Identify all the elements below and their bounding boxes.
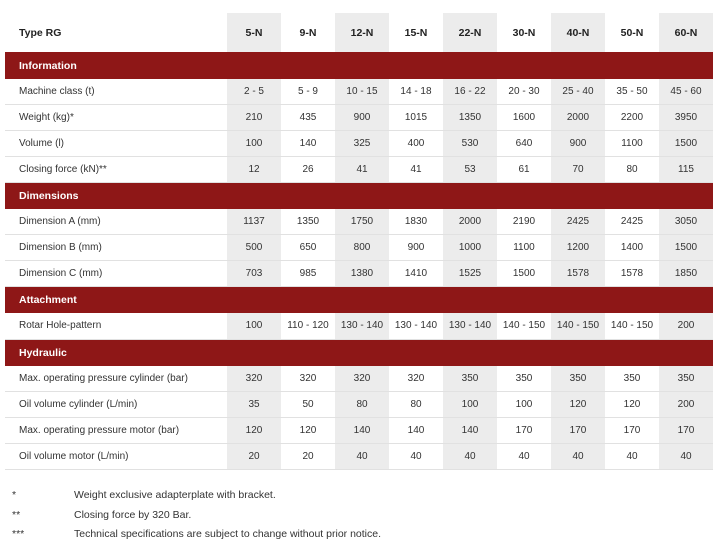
table-cell: 80: [335, 392, 389, 418]
table-cell: 2425: [605, 209, 659, 235]
table-cell: 1380: [335, 261, 389, 287]
row-label: Oil volume cylinder (L/min): [5, 392, 227, 418]
spec-table: [5, 13, 713, 470]
table-cell: 130 - 140: [443, 313, 497, 339]
table-cell: 500: [227, 235, 281, 261]
table-cell: 20: [281, 443, 335, 469]
table-cell: 120: [551, 392, 605, 418]
table-cell: 435: [281, 105, 335, 131]
section-title: Hydraulic: [5, 339, 713, 366]
section-header-row: [5, 52, 713, 79]
table-cell: 80: [605, 156, 659, 182]
table-cell: 140: [281, 131, 335, 157]
section-title: Attachment: [5, 286, 713, 313]
table-cell: 170: [605, 418, 659, 444]
table-cell: 1525: [443, 261, 497, 287]
table-cell: 650: [281, 235, 335, 261]
spec-table-body: [5, 13, 713, 469]
footnote-text: Technical specifications are subject to change without prior notice.: [74, 528, 382, 540]
table-cell: 35: [227, 392, 281, 418]
table-row: [5, 261, 713, 287]
table-cell: 1578: [551, 261, 605, 287]
table-cell: 900: [551, 131, 605, 157]
model-header: 12-N: [335, 13, 389, 52]
section-header-row: [5, 339, 713, 366]
table-cell: 320: [281, 366, 335, 392]
section-header-row: [5, 286, 713, 313]
table-cell: 400: [389, 131, 443, 157]
table-cell: 800: [335, 235, 389, 261]
table-cell: 200: [659, 313, 713, 339]
table-row: [5, 235, 713, 261]
table-cell: 2000: [443, 209, 497, 235]
table-cell: 140 - 150: [605, 313, 659, 339]
table-cell: 2190: [497, 209, 551, 235]
table-cell: 350: [659, 366, 713, 392]
table-cell: 16 - 22: [443, 79, 497, 105]
table-row: [5, 131, 713, 157]
row-label: Max. operating pressure motor (bar): [5, 418, 227, 444]
table-cell: 120: [227, 418, 281, 444]
model-header: 60-N: [659, 13, 713, 52]
table-cell: 140 - 150: [497, 313, 551, 339]
model-header: 22-N: [443, 13, 497, 52]
row-label: Weight (kg)*: [5, 105, 227, 131]
table-cell: 40: [605, 443, 659, 469]
footnote-mark: **: [12, 508, 21, 521]
table-cell: 120: [281, 418, 335, 444]
table-cell: 41: [389, 156, 443, 182]
table-cell: 10 - 15: [335, 79, 389, 105]
table-cell: 2000: [551, 105, 605, 131]
row-label: Max. operating pressure cylinder (bar): [5, 366, 227, 392]
table-cell: 130 - 140: [335, 313, 389, 339]
footnote-mark: ***: [12, 528, 25, 540]
table-cell: 350: [497, 366, 551, 392]
table-cell: 100: [227, 131, 281, 157]
header-row: [5, 13, 713, 52]
table-cell: 900: [335, 105, 389, 131]
table-cell: 53: [443, 156, 497, 182]
table-cell: 1500: [659, 131, 713, 157]
model-header: 40-N: [551, 13, 605, 52]
table-cell: 1850: [659, 261, 713, 287]
table-row: [5, 105, 713, 131]
table-cell: 350: [551, 366, 605, 392]
table-cell: 1100: [605, 131, 659, 157]
table-cell: 1350: [443, 105, 497, 131]
table-cell: 320: [335, 366, 389, 392]
row-label: Rotar Hole-pattern: [5, 313, 227, 339]
table-cell: 1500: [497, 261, 551, 287]
table-cell: 1350: [281, 209, 335, 235]
row-label: Dimension B (mm): [5, 235, 227, 261]
table-cell: 14 - 18: [389, 79, 443, 105]
table-cell: 170: [551, 418, 605, 444]
table-cell: 1750: [335, 209, 389, 235]
table-cell: 1000: [443, 235, 497, 261]
table-cell: 40: [443, 443, 497, 469]
table-cell: 985: [281, 261, 335, 287]
table-cell: 100: [443, 392, 497, 418]
table-cell: 61: [497, 156, 551, 182]
table-cell: 1137: [227, 209, 281, 235]
table-cell: 35 - 50: [605, 79, 659, 105]
table-cell: 530: [443, 131, 497, 157]
table-cell: 70: [551, 156, 605, 182]
table-row: [5, 79, 713, 105]
model-header: 5-N: [227, 13, 281, 52]
model-header: 9-N: [299, 26, 317, 39]
row-label: Closing force (kN)**: [5, 156, 227, 182]
table-cell: 1578: [605, 261, 659, 287]
table-cell: 40: [659, 443, 713, 469]
table-row: [5, 443, 713, 469]
table-cell: 1200: [551, 235, 605, 261]
table-row: [5, 209, 713, 235]
section-title: Dimensions: [5, 182, 713, 209]
table-cell: 110 - 120: [281, 313, 335, 339]
table-cell: 40: [497, 443, 551, 469]
table-cell: 2425: [551, 209, 605, 235]
table-cell: 320: [389, 366, 443, 392]
table-cell: 1500: [659, 235, 713, 261]
row-label: Oil volume motor (L/min): [5, 443, 227, 469]
table-cell: 2 - 5: [227, 79, 281, 105]
table-cell: 100: [497, 392, 551, 418]
table-cell: 1600: [497, 105, 551, 131]
footnote-text: Closing force by 320 Bar.: [74, 508, 192, 521]
type-label: Type RG: [19, 26, 62, 39]
table-cell: 20 - 30: [497, 79, 551, 105]
table-cell: 3950: [659, 105, 713, 131]
table-cell: 45 - 60: [659, 79, 713, 105]
row-label: Dimension A (mm): [5, 209, 227, 235]
table-cell: 703: [227, 261, 281, 287]
table-cell: 350: [605, 366, 659, 392]
table-cell: 140 - 150: [551, 313, 605, 339]
table-row: [5, 366, 713, 392]
table-cell: 350: [443, 366, 497, 392]
model-header: 15-N: [404, 26, 428, 39]
table-cell: 320: [227, 366, 281, 392]
table-cell: 50: [281, 392, 335, 418]
table-cell: 210: [227, 105, 281, 131]
footnote-mark: *: [12, 489, 17, 501]
section-header-row: [5, 182, 713, 209]
table-row: [5, 313, 713, 339]
model-header: 30-N: [512, 26, 536, 39]
table-cell: 100: [227, 313, 281, 339]
table-cell: 40: [389, 443, 443, 469]
table-cell: 1400: [605, 235, 659, 261]
table-cell: 5 - 9: [281, 79, 335, 105]
table-cell: 20: [227, 443, 281, 469]
table-cell: 120: [605, 392, 659, 418]
section-title: Information: [5, 52, 713, 79]
table-cell: 130 - 140: [389, 313, 443, 339]
table-cell: 140: [335, 418, 389, 444]
table-cell: 40: [335, 443, 389, 469]
table-row: [5, 392, 713, 418]
table-cell: 26: [281, 156, 335, 182]
row-label: Volume (l): [5, 131, 227, 157]
table-cell: 2200: [605, 105, 659, 131]
row-label: Dimension C (mm): [5, 261, 227, 287]
table-cell: 115: [659, 156, 713, 182]
table-cell: 900: [389, 235, 443, 261]
table-cell: 640: [497, 131, 551, 157]
table-cell: 170: [497, 418, 551, 444]
row-label: Machine class (t): [5, 79, 227, 105]
table-cell: 41: [335, 156, 389, 182]
table-cell: 200: [659, 392, 713, 418]
table-cell: 25 - 40: [551, 79, 605, 105]
model-header: 50-N: [620, 26, 644, 39]
footnote-text: Weight exclusive adapterplate with bracket.: [74, 489, 276, 501]
table-cell: 1410: [389, 261, 443, 287]
table-cell: 1830: [389, 209, 443, 235]
table-cell: 140: [443, 418, 497, 444]
table-cell: 140: [389, 418, 443, 444]
table-cell: 170: [659, 418, 713, 444]
table-cell: 1100: [497, 235, 551, 261]
table-cell: 1015: [389, 105, 443, 131]
table-cell: 12: [227, 156, 281, 182]
table-row: [5, 418, 713, 444]
table-cell: 40: [551, 443, 605, 469]
table-row: [5, 156, 713, 182]
table-cell: 325: [335, 131, 389, 157]
table-cell: 3050: [659, 209, 713, 235]
table-cell: 80: [389, 392, 443, 418]
